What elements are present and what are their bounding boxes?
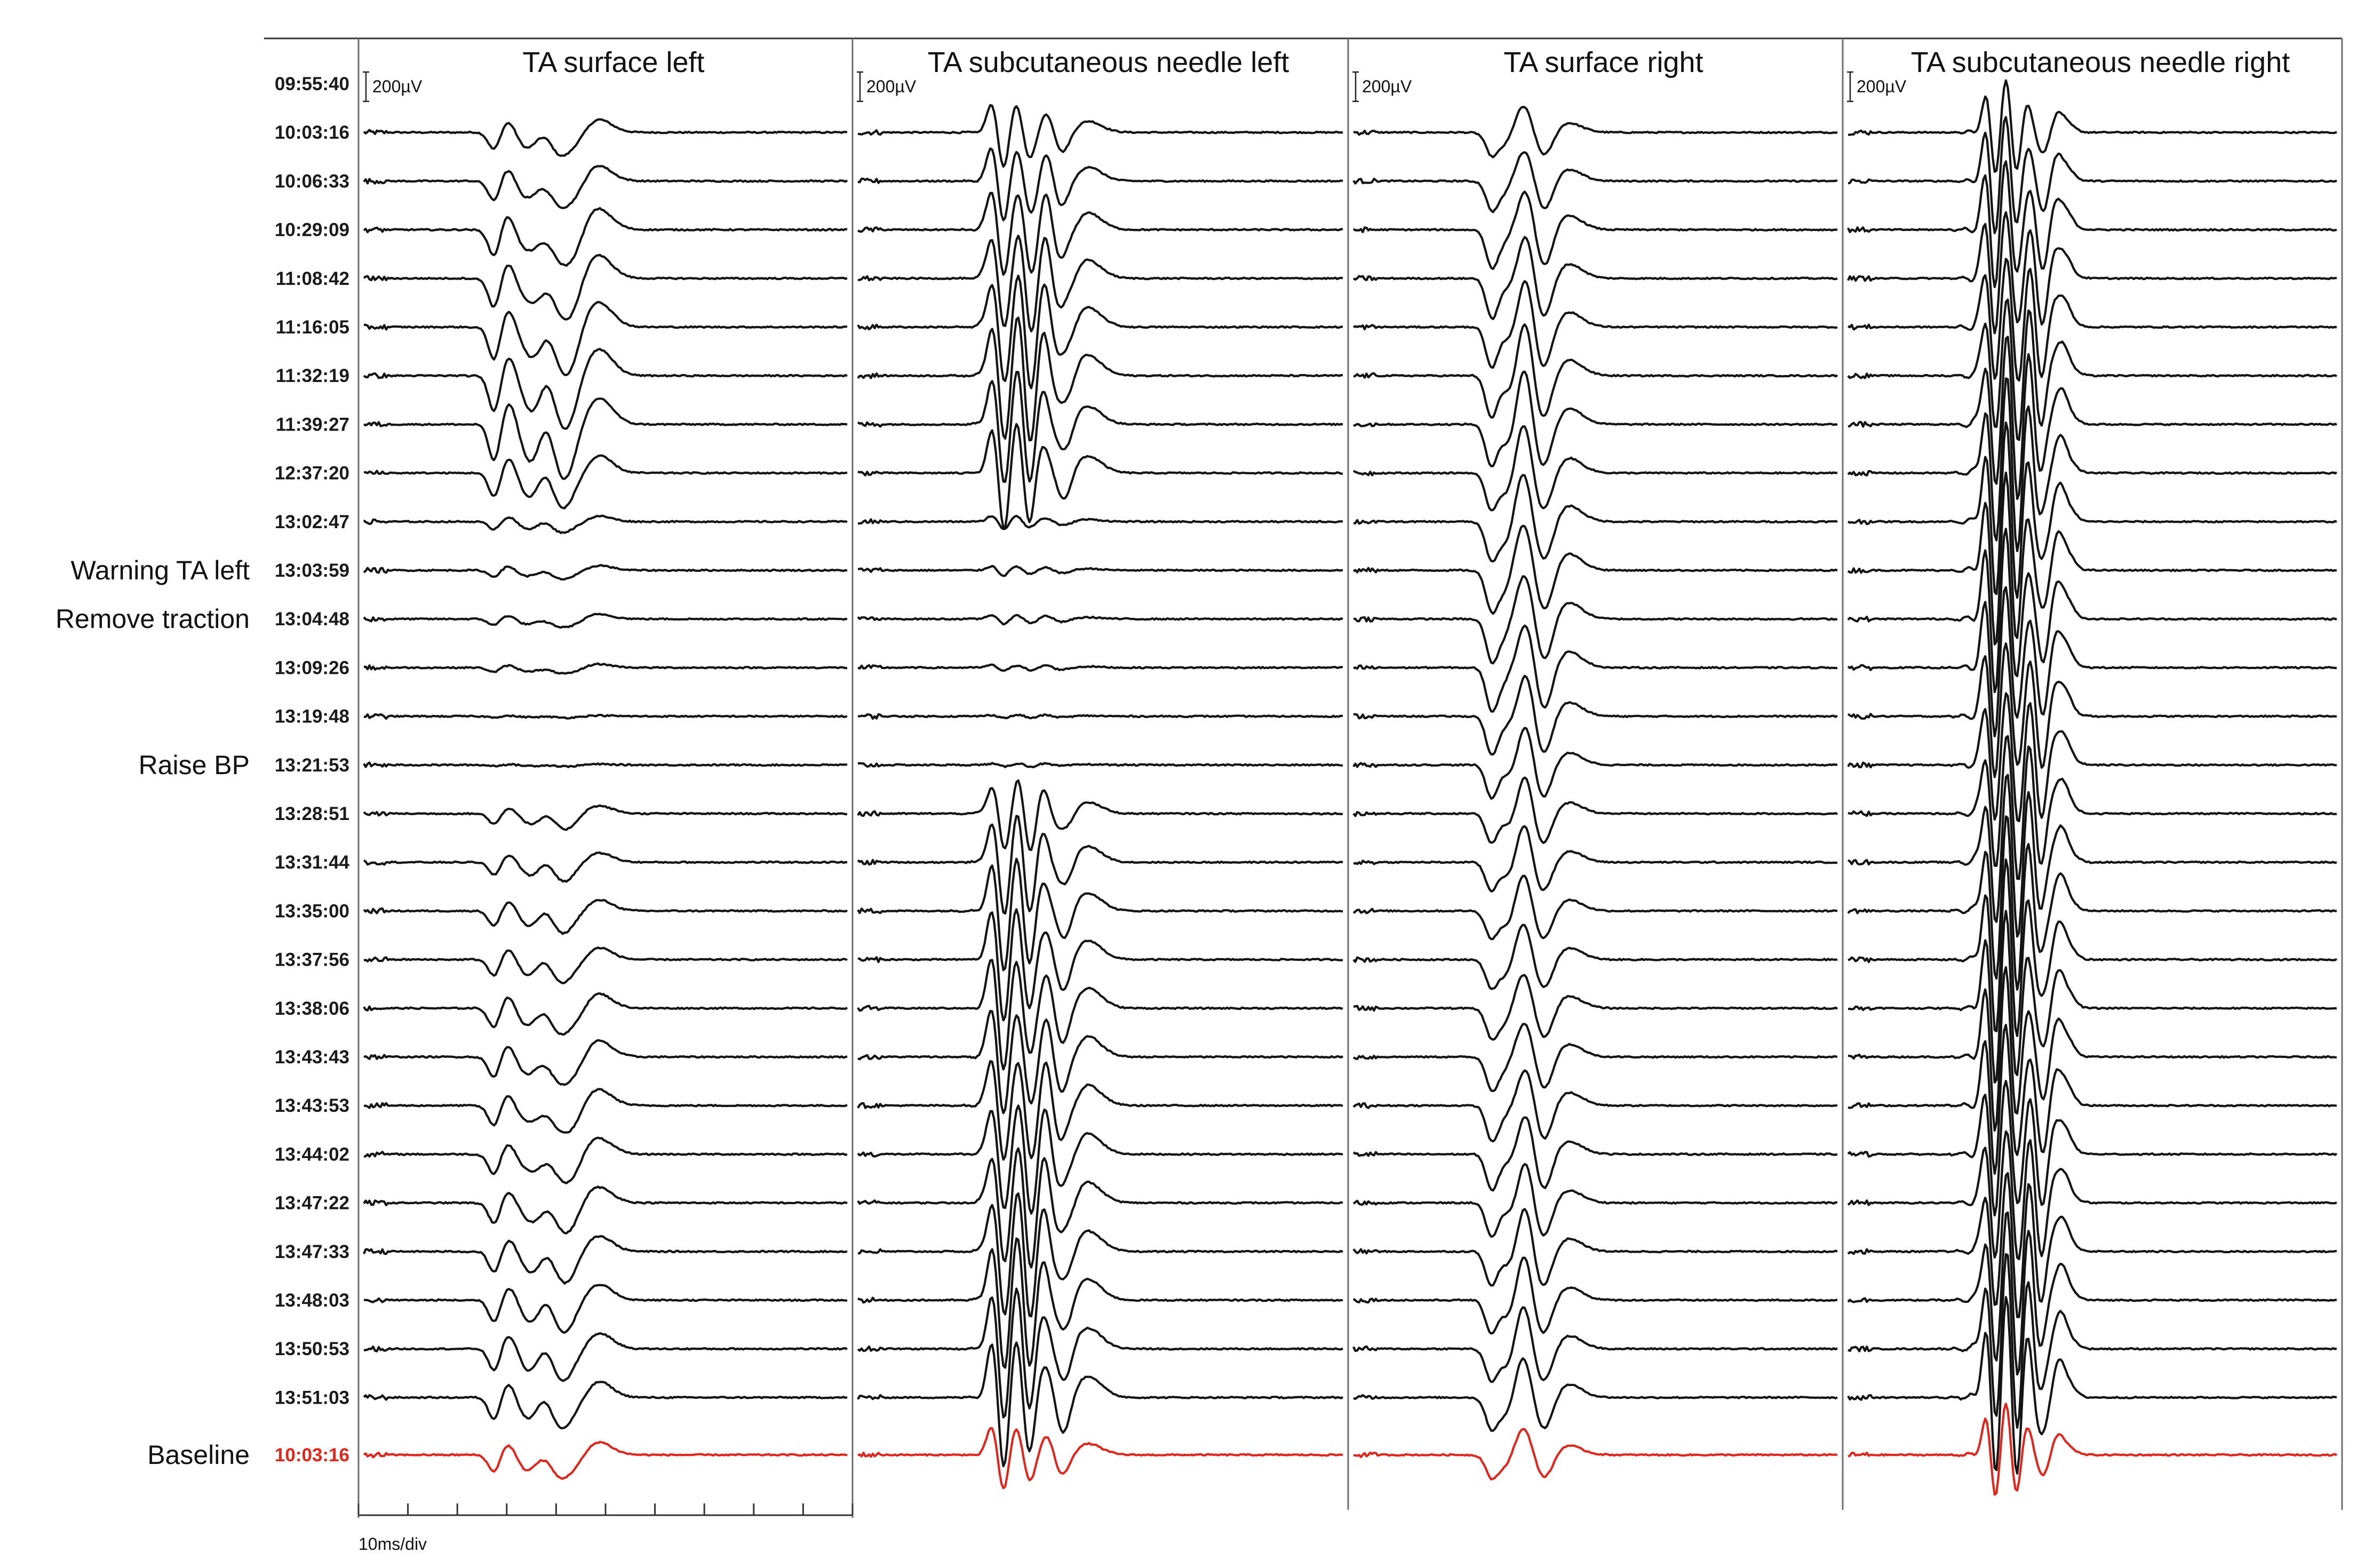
row-timestamp: 13:09:26 (274, 657, 349, 679)
waveform-trace (364, 664, 847, 674)
waveform-trace (1848, 81, 2337, 172)
waveform-trace (364, 762, 847, 767)
waveform-traces (364, 81, 2337, 1495)
row-timestamp: 13:47:22 (274, 1192, 349, 1214)
row-timestamp: 12:37:20 (274, 463, 349, 484)
scale-bar-label: 200µV (1857, 77, 1907, 96)
waveform-trace (1848, 694, 2337, 822)
row-timestamp: 13:35:00 (274, 901, 349, 922)
waveform-trace (1353, 475, 1837, 561)
waveform-trace (1848, 1081, 2337, 1215)
waveform-trace (364, 255, 847, 320)
waveform-trace (1353, 1209, 1837, 1285)
axis-label: 10ms/div (359, 1534, 427, 1554)
event-annotation: Warning TA left (70, 555, 250, 585)
row-timestamp: 10:03:16 (274, 122, 349, 144)
waveform-trace (858, 105, 1343, 166)
waveform-trace (364, 349, 847, 428)
waveform-trace (858, 960, 1343, 1069)
row-timestamp: 13:47:33 (274, 1241, 349, 1262)
waveform-trace (858, 1105, 1343, 1213)
row-timestamp: 13:28:51 (274, 803, 349, 824)
waveform-trace (364, 714, 847, 719)
waveform-trace (1848, 1173, 2337, 1317)
waveform-trace (364, 516, 847, 533)
waveform-trace (364, 1040, 847, 1085)
waveform-trace (1353, 1307, 1837, 1382)
row-timestamp: 10:29:09 (274, 219, 349, 241)
waveform-trace (364, 302, 847, 375)
column-title: TA subcutaneous needle left (927, 46, 1289, 78)
waveform-trace (1353, 826, 1837, 892)
row-timestamp: 13:50:53 (274, 1339, 349, 1360)
waveform-trace (1353, 526, 1837, 614)
waveform-trace (1353, 778, 1837, 843)
event-annotation: Baseline (147, 1440, 250, 1470)
waveform-trace (858, 763, 1343, 767)
waveform-trace (858, 1011, 1343, 1113)
row-timestamp: 11:08:42 (275, 268, 349, 289)
waveform-trace (1353, 1117, 1837, 1190)
waveform-trace (1353, 281, 1837, 368)
waveform-trace (1848, 300, 2337, 440)
baseline-trace (858, 1428, 1343, 1488)
waveform-trace (858, 1149, 1343, 1268)
waveform-trace (1353, 1258, 1837, 1334)
scale-bar-label: 200µV (866, 77, 917, 96)
waveform-trace (858, 193, 1343, 275)
waveform-trace (364, 1285, 847, 1333)
waveform-trace (858, 516, 1343, 529)
waveform-trace (1353, 324, 1837, 417)
event-annotation: Raise BP (138, 750, 250, 780)
time-axis (359, 1503, 853, 1554)
waveform-trace (1848, 736, 2337, 879)
waveform-trace (858, 665, 1343, 671)
column-titles (363, 46, 2290, 101)
waveform-trace (1848, 1213, 2337, 1375)
waveform-trace (1353, 576, 1837, 663)
baseline-trace (1848, 1404, 2337, 1494)
row-timestamp: 11:16:05 (275, 317, 349, 338)
row-timestamp: 09:55:40 (274, 74, 349, 94)
row-timestamp: 13:43:43 (274, 1047, 349, 1068)
waveform-trace (364, 853, 847, 881)
column-title: TA surface right (1503, 46, 1703, 78)
waveform-trace (364, 900, 847, 934)
row-timestamp: 13:43:53 (274, 1095, 349, 1117)
event-annotation: Remove traction (55, 604, 250, 634)
waveform-trace (364, 565, 847, 579)
waveform-trace (858, 236, 1343, 331)
row-timestamp: 11:39:27 (275, 414, 349, 435)
waveform-trace (1848, 1132, 2337, 1259)
waveform-trace (1848, 117, 2337, 233)
waveform-trace (858, 276, 1343, 388)
waveform-trace (364, 120, 847, 156)
row-timestamp: 13:02:47 (274, 511, 349, 532)
waveform-trace (1848, 1025, 2337, 1174)
row-timestamp: 13:38:06 (274, 998, 349, 1019)
waveform-trace (1848, 378, 2337, 551)
waveform-trace (1848, 337, 2337, 499)
waveform-trace (1353, 1358, 1837, 1431)
waveform-trace (364, 456, 847, 508)
waveform-trace (858, 859, 1343, 970)
baseline-trace (1353, 1429, 1837, 1479)
waveform-trace (1353, 876, 1837, 940)
waveform-trace (364, 1138, 847, 1183)
scale-bar-label: 200µV (372, 77, 423, 96)
waveform-trace (1353, 107, 1837, 157)
waveform-trace (858, 615, 1343, 625)
scale-bar-label: 200µV (1362, 77, 1412, 96)
waveform-trace (1848, 643, 2337, 777)
waveform-trace (364, 614, 847, 628)
waveform-trace (364, 806, 847, 830)
column-title: TA surface left (522, 46, 705, 78)
waveform-trace (364, 399, 847, 479)
waveform-trace (364, 1236, 847, 1284)
waveform-trace (1848, 1254, 2337, 1428)
waveform-trace (1353, 975, 1837, 1040)
waveform-trace (858, 317, 1343, 440)
waveform-trace (1848, 775, 2337, 937)
waveform-trace (1848, 587, 2337, 736)
waveform-trace (1848, 816, 2337, 990)
baseline-trace (364, 1442, 847, 1479)
waveform-trace (1353, 372, 1837, 466)
row-timestamp: 13:03:59 (274, 560, 349, 581)
waveform-trace (364, 1089, 847, 1132)
row-timestamp: 10:03:16 (274, 1445, 349, 1466)
waveform-trace (1353, 728, 1837, 799)
waveform-trace (364, 1187, 847, 1233)
waveform-trace (364, 1382, 847, 1428)
row-timestamp: 13:31:44 (274, 852, 349, 873)
column-title: TA subcutaneous needle right (1910, 46, 2290, 78)
waveform-trace (858, 1193, 1343, 1316)
waveform-trace (1848, 1297, 2337, 1474)
row-timestamp: 13:44:02 (274, 1144, 349, 1165)
waveform-trace (858, 714, 1343, 719)
waveform-trace (858, 148, 1343, 220)
row-timestamp: 10:06:33 (274, 171, 349, 192)
waveform-trace (1353, 1024, 1837, 1091)
waveform-trace (1353, 426, 1837, 510)
waveform-trace (858, 781, 1343, 850)
row-timestamp: 13:48:03 (274, 1290, 349, 1311)
row-timestamp: 13:19:48 (274, 706, 349, 727)
row-timestamp: 11:32:19 (275, 365, 349, 387)
waveform-trace (364, 948, 847, 983)
waveform-trace (1353, 237, 1837, 319)
waveform-trace (1353, 626, 1837, 712)
waveform-trace (1353, 1071, 1837, 1142)
row-timestamp: 13:21:53 (274, 754, 349, 776)
row-timestamp: 13:51:03 (274, 1387, 349, 1408)
waveform-trace (858, 566, 1343, 576)
waveform-trace (1353, 676, 1837, 754)
waveform-trace (364, 993, 847, 1034)
waveform-trace (858, 909, 1343, 1020)
waveform-trace (858, 372, 1343, 482)
row-labels (55, 74, 350, 1470)
waveform-trace (364, 166, 847, 208)
waveform-trace (1353, 1164, 1837, 1237)
row-timestamp: 13:04:48 (274, 609, 349, 630)
waveform-trace (1353, 192, 1837, 269)
waveform-trace (1353, 153, 1837, 212)
waveform-trace (858, 424, 1343, 528)
row-timestamp: 13:37:56 (274, 949, 349, 970)
waveform-trace (364, 1333, 847, 1381)
waveform-trace (858, 1061, 1343, 1159)
waveform-trace (1353, 925, 1837, 989)
